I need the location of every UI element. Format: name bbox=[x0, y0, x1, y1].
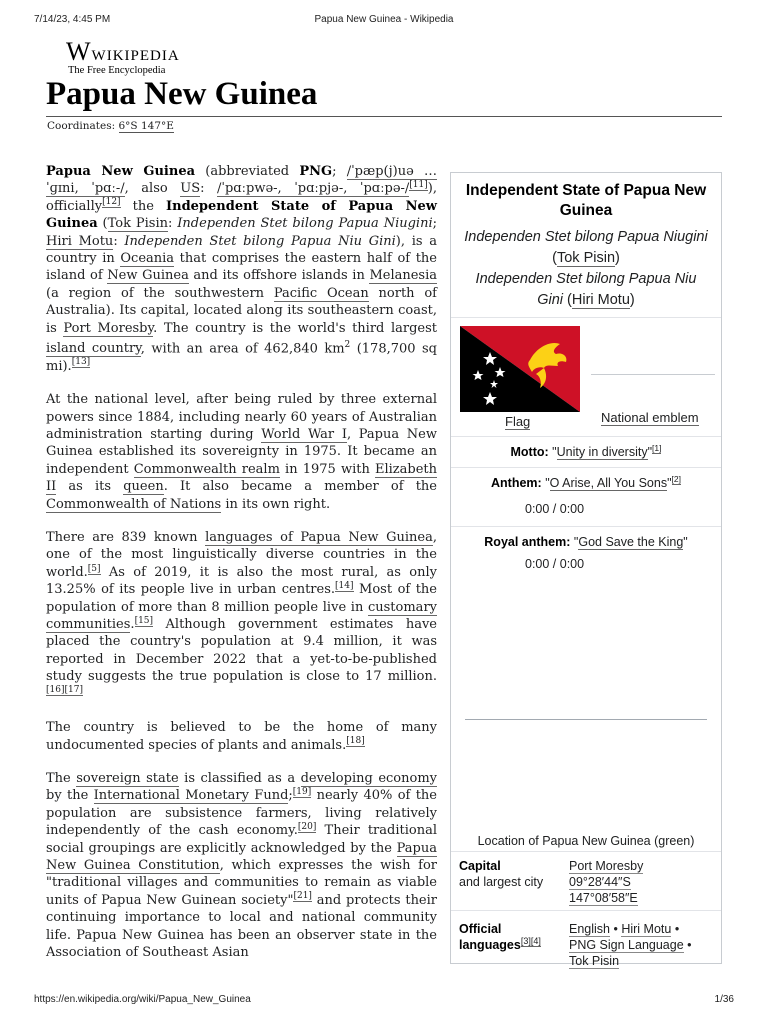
article-body bbox=[46, 163, 437, 977]
coordinates bbox=[47, 120, 174, 132]
infobox-title: Independent State of Papua New Guinea bbox=[465, 182, 707, 219]
lang-tok-pisin-link[interactable]: Tok Pisin bbox=[569, 954, 620, 968]
capital-sublabel: and largest city bbox=[459, 875, 544, 889]
pacific-ocean-link[interactable]: Pacific Ocean bbox=[273, 285, 369, 301]
anthem-link[interactable]: O Arise, All You Sons bbox=[549, 476, 668, 490]
infobox-native-names: Independen Stet bilong Papua Niugini (Tok Pisin) Independen Stet bilong Papua Niu Gini (Hiri Motu) bbox=[464, 229, 708, 308]
imf-link[interactable]: International Monetary Fund bbox=[93, 788, 289, 804]
sovereign-state-link[interactable]: sovereign state bbox=[76, 770, 179, 786]
flag-image[interactable] bbox=[460, 326, 580, 412]
anthem-label: Anthem: bbox=[491, 476, 542, 490]
print-datetime: 7/14/23, 4:45 PM bbox=[34, 14, 111, 25]
tok-pisin-link[interactable]: Tok Pisin bbox=[107, 216, 168, 232]
lang-hiri-motu-link[interactable]: Hiri Motu bbox=[621, 922, 672, 936]
ref-12[interactable]: [12] bbox=[102, 197, 121, 208]
title-divider bbox=[46, 116, 722, 117]
customary-communities-link[interactable]: customary communities bbox=[46, 599, 437, 633]
native-name-hiri-motu: Independen Stet bilong Papua Niu Gini bbox=[475, 271, 697, 308]
ref-19[interactable]: [19] bbox=[292, 787, 312, 797]
official-ref[interactable]: [3][4] bbox=[520, 935, 541, 946]
official-languages-row: Official languages[3][4] English • Hiri Motu • PNG Sign Language • Tok Pisin bbox=[451, 910, 721, 973]
port-moresby-link[interactable]: Port Moresby bbox=[63, 320, 154, 336]
ref-16[interactable]: [16] bbox=[46, 685, 65, 696]
world-war-i-link[interactable]: World War I bbox=[261, 427, 347, 443]
flag-caption[interactable]: Flag bbox=[505, 414, 531, 429]
coordinates-link[interactable]: 6°S 147°E bbox=[118, 120, 174, 132]
ipa-link[interactable]: /ˈpæp(j)uə … ˈɡɪni, ˈpɑː-/ bbox=[46, 164, 437, 197]
capital-label: Capital bbox=[459, 859, 501, 873]
ref-13[interactable]: [13] bbox=[71, 357, 91, 368]
map-divider bbox=[465, 719, 707, 720]
new-guinea-link[interactable]: New Guinea bbox=[107, 268, 189, 284]
infobox-flag-row bbox=[451, 318, 721, 436]
royal-anthem-row: Royal anthem: "God Save the King" bbox=[484, 535, 688, 549]
elizabeth-ii-link[interactable]: Elizabeth II bbox=[46, 461, 437, 495]
island-country-link[interactable]: island country bbox=[46, 341, 141, 357]
capital-lon[interactable]: 147°08′58″E bbox=[569, 891, 638, 905]
ref-18[interactable]: [18] bbox=[346, 736, 365, 747]
page-title: Papua New Guinea bbox=[46, 76, 318, 112]
ref-5[interactable]: [5] bbox=[87, 563, 101, 574]
constitution-link[interactable]: Papua New Guinea Constitution bbox=[46, 840, 437, 873]
logo-wordmark: Wwikipedia bbox=[66, 37, 180, 66]
location-map[interactable] bbox=[451, 581, 721, 721]
anthem-row: Anthem: "O Arise, All You Sons"[2] bbox=[491, 473, 681, 490]
hiri-motu-link[interactable]: Hiri Motu bbox=[46, 233, 114, 249]
wikipedia-logo[interactable] bbox=[66, 37, 180, 77]
motto-row: Motto: "Unity in diversity"[1] bbox=[510, 442, 662, 459]
infobox bbox=[450, 172, 722, 968]
print-url: https://en.wikipedia.org/wiki/Papua_New_Guinea bbox=[34, 994, 251, 1005]
official-label: Official bbox=[459, 922, 502, 936]
royal-anthem-audio-player[interactable]: 0:00 / 0:00 bbox=[525, 557, 585, 571]
queen-link[interactable]: queen bbox=[123, 479, 164, 495]
logo-tagline: The Free Encyclopedia bbox=[68, 65, 166, 76]
location-map-blank bbox=[451, 721, 721, 829]
oceania-link[interactable]: Oceania bbox=[120, 251, 175, 267]
ref-14[interactable]: [14] bbox=[335, 580, 354, 591]
motto-ref[interactable]: [1] bbox=[652, 442, 662, 453]
us-link[interactable]: US bbox=[180, 181, 201, 197]
coordinates-label: Coordinates: bbox=[47, 120, 119, 132]
emblem-caption[interactable]: National emblem bbox=[601, 410, 699, 425]
ref-21[interactable]: [21] bbox=[293, 891, 312, 902]
official-sublabel: languages bbox=[459, 938, 521, 952]
capital-row bbox=[451, 851, 721, 910]
languages-link[interactable]: languages of Papua New Guinea bbox=[205, 530, 433, 546]
paragraph-species: The country is believed to be the home of many undocumented species of plants and animals.[18] bbox=[46, 720, 437, 753]
emblem-image-placeholder[interactable] bbox=[591, 374, 715, 375]
native-name-tok-pisin: Independen Stet bilong Papua Niugini bbox=[464, 229, 708, 245]
royal-anthem-label: Royal anthem: bbox=[484, 535, 571, 549]
lang-sign-link[interactable]: PNG Sign Language bbox=[569, 938, 684, 952]
commonwealth-realm-link[interactable]: Commonwealth realm bbox=[133, 461, 280, 477]
hiri-motu-infobox-link[interactable]: Hiri Motu bbox=[571, 292, 630, 308]
capital-lat[interactable]: 09°28′44″S bbox=[569, 875, 631, 889]
lang-english-link[interactable]: English bbox=[569, 922, 610, 936]
anthem-audio-player[interactable]: 0:00 / 0:00 bbox=[525, 502, 585, 516]
paragraph-history: At the national level, after being ruled by three external powers since 1884, including nearly 60 years of Australian administration starting during World War I, Papua New Guinea established its sovereignty in 1975. It became an independent Commonwealth realm in 1975 with Elizabeth II as its queen. It also became a member of the Commonwealth of Nations in its own right. bbox=[46, 392, 438, 512]
melanesia-link[interactable]: Melanesia bbox=[369, 268, 437, 284]
paragraph-languages: There are 839 known languages of Papua New Guinea, one of the most linguistically diverse countries in the world.[5] As of 2019, it is also the most rural, as only 13.25% of its people live in urban centres.[14] Most of the population of more than 8 million people live in customary communities.[15] Although government estimates have placed the country's population at 9.4 million, it was reported in December 2022 that a yet-to-be-published study suggests the true population is close to 17 million.[16][17] bbox=[46, 530, 437, 696]
ref-17[interactable]: [17] bbox=[64, 685, 83, 696]
paragraph-economy: The sovereign state is classified as a developing economy by the International Monetary Fund;[19] nearly 40% of the population are subsistence farmers, living relatively independently of the cash economy.[20] Their traditional social groupings are explicitly acknowledged by the Papua New Guinea Constitution, which expresses the wish for "traditional villages and communities to remain as viable units of Papua New Guinean society"[21] and protects their continuing importance to local and national community life. Papua New Guinea has been an observer state in the Association of Southeast Asian bbox=[46, 770, 438, 960]
developing-economy-link[interactable]: developing economy bbox=[300, 770, 437, 786]
print-footer bbox=[0, 994, 768, 1008]
paragraph-intro: Papua New Guinea (abbreviated PNG; /ˈpæp(j)uə … ˈɡɪni, ˈpɑː-/, also US: /ˈpɑːpwə-, ˈpɑːpjə-, ˈpɑːpə-/[11]), officially[12] the Independent State of Papua New Guinea (Tok Pisin: Independen Stet bilong Papua Niugini; Hiri Motu: Independen Stet bilong Papua Niu Gini), is a country in Oceania that comprises the eastern half of the island of New Guinea and its offshore islands in Melanesia (a region of the southwestern Pacific Ocean north of Australia). Its capital, located along its southeastern coast, is Port Moresby. The country is the world's third largest island country, with an area of 462,840 $km^2$ (178,700 sq mi).[13] bbox=[46, 164, 437, 374]
ipa-link-us[interactable]: /ˈpɑːpwə-, ˈpɑːpjə-, ˈpɑːpə-/ bbox=[217, 181, 410, 197]
royal-anthem-link[interactable]: God Save the King bbox=[578, 535, 684, 549]
commonwealth-of-nations-link[interactable]: Commonwealth of Nations bbox=[46, 496, 222, 512]
print-tab-title: Papua New Guinea - Wikipedia bbox=[314, 14, 454, 25]
capital-link[interactable]: Port Moresby bbox=[569, 859, 644, 873]
print-page-number: 1/36 bbox=[714, 994, 734, 1005]
ref-15[interactable]: [15] bbox=[134, 615, 154, 626]
anthem-ref[interactable]: [2] bbox=[671, 473, 681, 484]
ref-20[interactable]: [20] bbox=[297, 821, 317, 832]
motto-label: Motto: bbox=[510, 445, 549, 459]
map-caption: Location of Papua New Guinea (green) bbox=[477, 834, 695, 848]
ref-11[interactable]: [11] bbox=[409, 180, 428, 191]
print-header bbox=[0, 14, 768, 28]
tok-pisin-infobox-link[interactable]: Tok Pisin bbox=[556, 250, 616, 266]
motto-link[interactable]: Unity in diversity bbox=[556, 445, 648, 459]
